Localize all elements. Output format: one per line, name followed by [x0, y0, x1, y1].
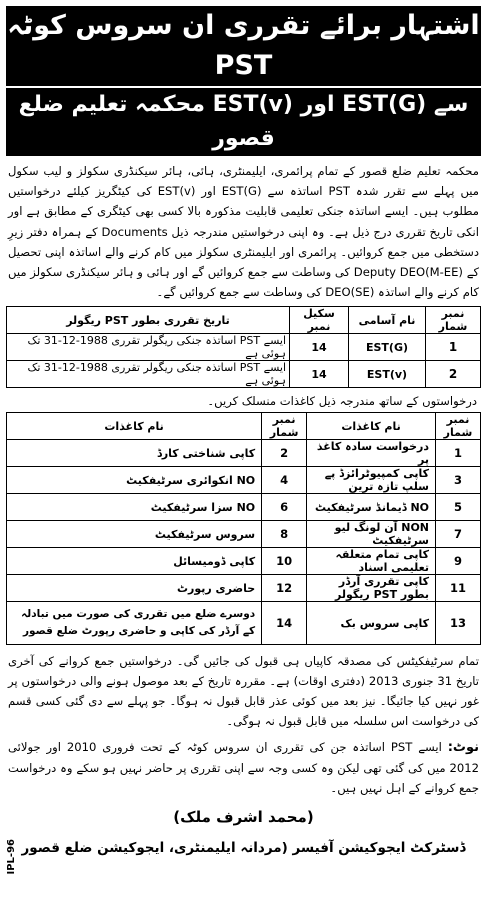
row-scale: 14	[290, 361, 349, 388]
doc-serial: 1	[436, 440, 481, 467]
doc-serial: 13	[436, 602, 481, 645]
header-appointment-date: تاریخ تقرری بطور PST ریگولر	[7, 307, 290, 334]
doc-name: NON آن لونگ لیو سرٹیفکیٹ	[307, 521, 436, 548]
table-row	[7, 548, 481, 575]
doc-name: کاپی ڈومیسائل	[7, 548, 262, 575]
row-date: ایسے PST اساتذہ جنکی ریگولر تقرری 1988-12-31 تک ہوئی ہے	[7, 334, 290, 361]
table-row	[7, 440, 481, 467]
deadline-paragraph: تمام سرٹیفکیٹس کی مصدقہ کاپیاں ہی قبول کی جائیں گی۔ درخواستیں جمع کروانے کی آخری تاریخ 31 جنوری 2013 (دفتری اوقات) ہے۔ مقررہ تاریخ کے بعد موصول ہونے والی درخواستوں پر غور نہیں کیا جائیگا۔ نیز بعد میں کوئی عذر قابل قبول نہ ہوگا۔ جو پہلے سے دی گئی کسی قسم کی درخواست اس سلسلہ میں قابل قبول نہ ہوگی۔	[8, 654, 479, 729]
header-document-1: نام کاغذات	[307, 413, 436, 440]
headline-title: اشتہار برائے تقرری ان سروس کوٹہ PST	[6, 6, 481, 86]
doc-name: حاضری رپورٹ	[7, 575, 262, 602]
row-scale: 14	[290, 334, 349, 361]
doc-serial: 5	[436, 494, 481, 521]
doc-name: کاپی شناختی کارڈ	[7, 440, 262, 467]
posts-table	[6, 306, 481, 388]
documents-intro: درخواستوں کے ساتھ مندرجہ ذیل کاغذات منسلک کریں۔	[207, 394, 477, 409]
reference-code: IPL-96	[6, 838, 17, 874]
intro-paragraph: محکمہ تعلیم ضلع قصور کے تمام پرائمری، ایلیمنٹری، ہائی، ہائر سیکنڈری سکولز و لیب سکول میں پہلے سے تقرر شدہ PST اساتذہ سے EST(G) اور EST(v) کی کیٹگریز کیلئے درخواستیں مطلوب ہیں۔ ایسے اساتذہ جنکی تعلیمی قابلیت مذکورہ بالا کسی بھی کیٹگری کے مطابق ہے اور انکی تاریخ تقرری درج ذیل ہے۔ وہ اپنی درخواستیں مندرجہ ذیل Documents کے ہمراہ دفتر زیرِ دستخطی میں جمع کروائیں۔ پرائمری اور ایلیمنٹری سکولز میں کام کرنے والے اساتذہ اپنی تحصیل کے Deputy DEO(M-EE) کی وساطت سے جمع کروائیں گے اور ہائی و ہائر سیکنڈری سکولز میں کام کرنے والے اساتذہ DEO(SE) کی وساطت سے جمع کروائیں گے۔	[8, 164, 480, 300]
documents-table-header	[7, 413, 481, 440]
doc-serial: 4	[262, 467, 307, 494]
row-date: ایسے PST اساتذہ جنکی ریگولر تقرری 1988-12-31 تک ہوئی ہے	[7, 361, 290, 388]
doc-name: کاپی کمپیوٹرائزڈ پے سلپ تازہ ترین	[307, 467, 436, 494]
doc-name: کاپی سروس بک	[307, 602, 436, 645]
table-row	[7, 467, 481, 494]
row-post: EST(G)	[349, 334, 426, 361]
header-document-2: نام کاغذات	[7, 413, 262, 440]
note-label: نوٹ:	[447, 740, 480, 756]
doc-name: درخواست سادہ کاغذ پر	[307, 440, 436, 467]
doc-serial: 2	[262, 440, 307, 467]
table-row	[7, 494, 481, 521]
doc-serial: 12	[262, 575, 307, 602]
doc-name: NO ڈیمانڈ سرٹیفکیٹ	[307, 494, 436, 521]
doc-name: NO انکوائری سرٹیفکیٹ	[7, 467, 262, 494]
table-row	[7, 602, 481, 645]
table-row	[7, 334, 481, 361]
doc-name: سروس سرٹیفکیٹ	[7, 521, 262, 548]
doc-name: کاپی تمام متعلقہ تعلیمی اسناد	[307, 548, 436, 575]
doc-name: کاپی تقرری آرڈر بطور PST ریگولر	[307, 575, 436, 602]
doc-serial: 9	[436, 548, 481, 575]
row-serial: 1	[426, 334, 481, 361]
header-scale: سکیل نمبر	[290, 307, 349, 334]
row-post: EST(v)	[349, 361, 426, 388]
header-post-name: نام آسامی	[349, 307, 426, 334]
office-title: ڈسٹرکٹ ایجوکیشن آفیسر (مردانہ ایلیمنٹری، ایجوکیشن ضلع قصور	[21, 840, 466, 857]
note-text: ایسے PST اساتذہ جن کی تقرری ان سروس کوٹہ کے تحت فروری 2010 اور جولائی 2012 میں کی گئی تھی لیکن وہ کسی وجہ سے اپنی تقرری پر حاضر نہیں ہو سکے وہ درخواست جمع کروانے کے اہل نہیں ہیں۔	[8, 740, 479, 796]
signatory-name: (محمد اشرف ملک)	[173, 808, 314, 827]
doc-serial: 10	[262, 548, 307, 575]
headline-subtitle: سے EST(G) اور EST(v) محکمہ تعلیم ضلع قصور	[6, 88, 481, 156]
doc-serial: 3	[436, 467, 481, 494]
header-serial-1: نمبر شمار	[436, 413, 481, 440]
doc-serial: 7	[436, 521, 481, 548]
doc-name: دوسرے ضلع میں تقرری کی صورت میں تبادلہ کے آرڈر کی کاپی و حاضری رپورٹ ضلع قصور	[7, 602, 262, 645]
doc-serial: 6	[262, 494, 307, 521]
table-row	[7, 575, 481, 602]
posts-table-header	[7, 307, 481, 334]
header-serial: نمبر شمار	[426, 307, 481, 334]
header-serial-2: نمبر شمار	[262, 413, 307, 440]
doc-serial: 14	[262, 602, 307, 645]
doc-serial: 8	[262, 521, 307, 548]
doc-serial: 11	[436, 575, 481, 602]
note-block	[8, 737, 479, 798]
doc-name: NO سزا سرٹیفکیٹ	[7, 494, 262, 521]
table-row	[7, 361, 481, 388]
documents-table	[6, 412, 481, 645]
row-serial: 2	[426, 361, 481, 388]
table-row	[7, 521, 481, 548]
